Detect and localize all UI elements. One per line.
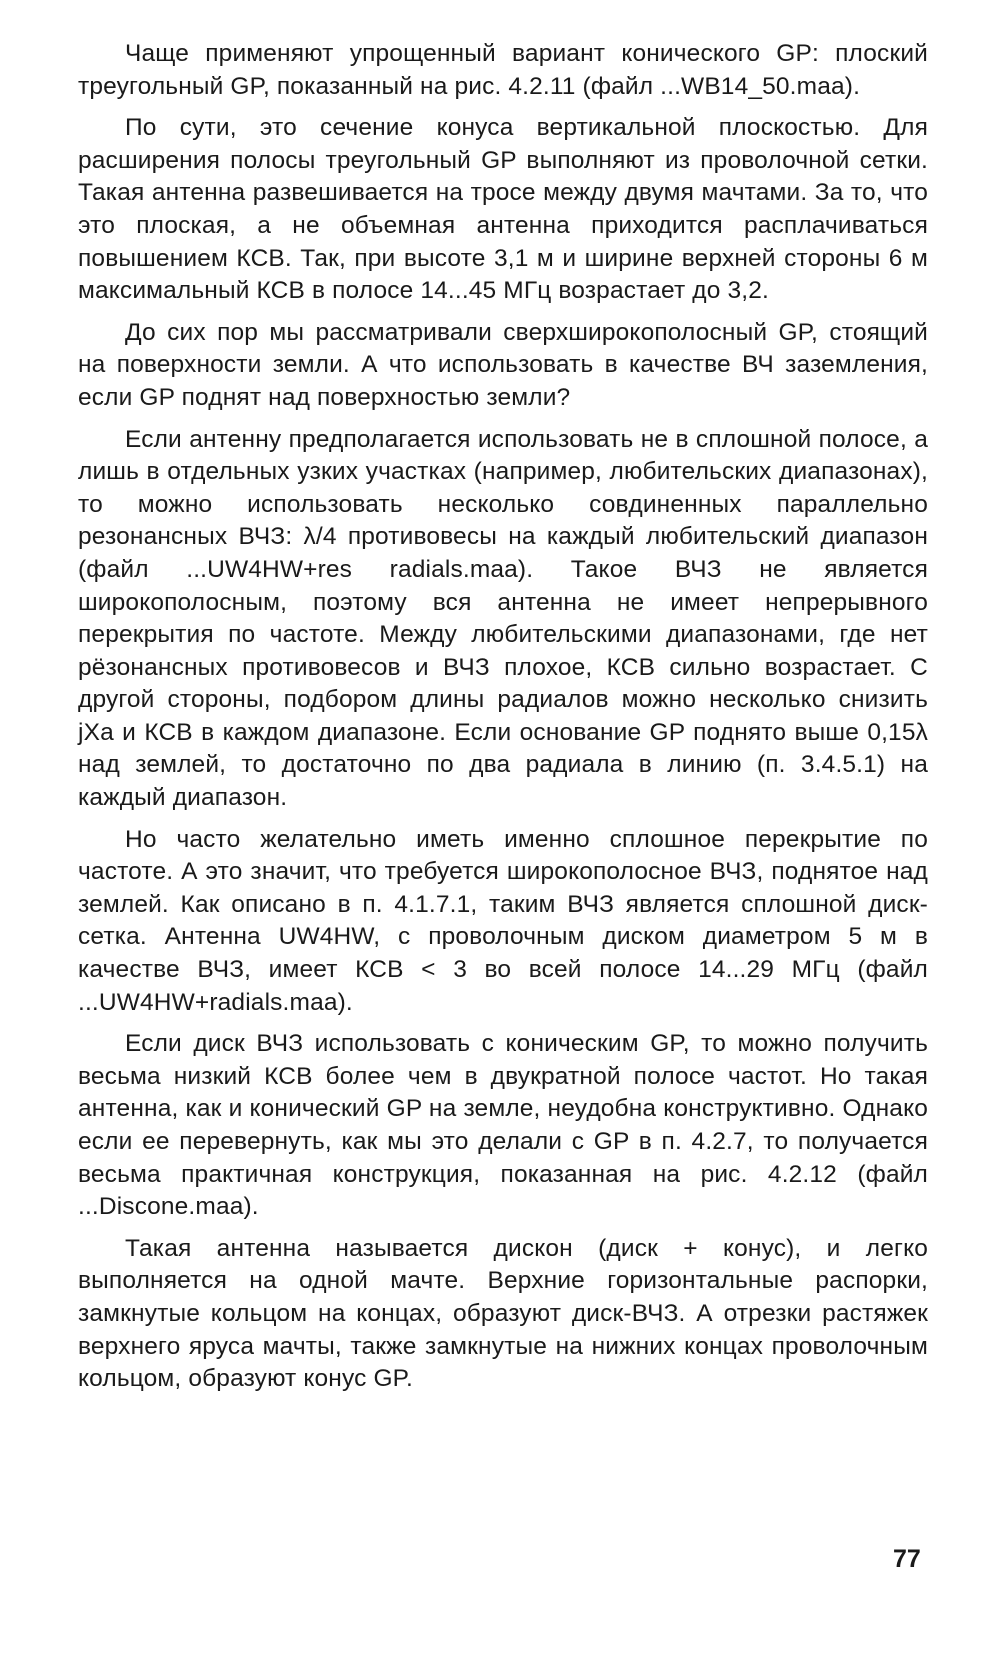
page-body bbox=[78, 38, 928, 1405]
paragraph-2: По сути, это сечение конуса вертикальной плоскостью. Для расширения полосы треугольный GP выполняют из проволочной сетки. Такая антенна развешивается на тросе между двумя мачтами. За то, что это плоская, а не объемная антенна приходится расплачиваться повышением КСВ. Так, при высоте 3,1 м и ширине верхней стороны 6 м максимальный КСВ в полосе 14...45 МГц возрастает до 3,2. bbox=[78, 114, 928, 305]
paragraph-5: Но часто желательно иметь именно сплошное перекрытие по частоте. А это значит, что требуется широкополосное ВЧЗ, поднятое над землей. Как описано в п. 4.1.7.1, таким ВЧЗ является сплошной диск-сетка. Антенна UW4HW, с проволочным диском диаметром 5 м в качестве ВЧЗ, имеет КСВ < 3 во всей полосе 14...29 МГц (файл ...UW4HW+radials.maa). bbox=[78, 825, 928, 1016]
paragraph-3: До сих пор мы рассматривали сверхширокополосный GP, стоящий на поверхности земли. А что использовать в качестве ВЧ заземления, если GP поднят над поверхностью земли? bbox=[78, 318, 928, 411]
paragraph-6: Если диск ВЧЗ использовать с коническим GP, то можно получить весьма низкий КСВ более чем в двукратной полосе частот. Но такая антенна, как и конический GP на земле, неудобна конструктивно. Однако если ее перевернуть, как мы это делали с GP в п. 4.2.7, то получается весьма практичная конструкция, показанная на рис. 4.2.12 (файл ...Discone.maa). bbox=[78, 1030, 928, 1221]
paragraph-7: Такая антенна называется дискон (диск + конус), и легко выполняется на одной мачте. Верхние горизонтальные распорки, замкнутые кольцом на концах, образуют диск-ВЧЗ. А отрезки растяжек верхнего яруса мачты, также замкнутые на нижних концах проволочным кольцом, образуют конус GP. bbox=[78, 1234, 928, 1393]
page-number: 77 bbox=[893, 1545, 921, 1573]
paragraph-1: Чаще применяют упрощенный вариант конического GP: плоский треугольный GP, показанный на рис. 4.2.11 (файл ...WB14_50.maa). bbox=[78, 40, 928, 100]
paragraph-4: Если антенну предполагается использовать не в сплошной полосе, а лишь в отдельных узких участках (например, любительских диапазонах), то можно использовать несколько совдиненных параллельно резонансных ВЧЗ: λ/4 противовесы на каждый любительский диапазон (файл ...UW4HW+res radials.maa). Такое ВЧЗ не является широкополосным, поэтому вся антенна не имеет непрерывного перекрытия по частоте. Между любительскими диапазонами, где нет рёзонансных противовесов и ВЧЗ плохое, КСВ сильно возрастает. С другой стороны, подбором длины радиалов можно несколько снизить jXa и КСВ в каждом диапазоне. Если основание GP поднято выше 0,15λ над землей, то достаточно по два радиала в линию (п. 3.4.5.1) на каждый диапазон. bbox=[78, 425, 928, 812]
